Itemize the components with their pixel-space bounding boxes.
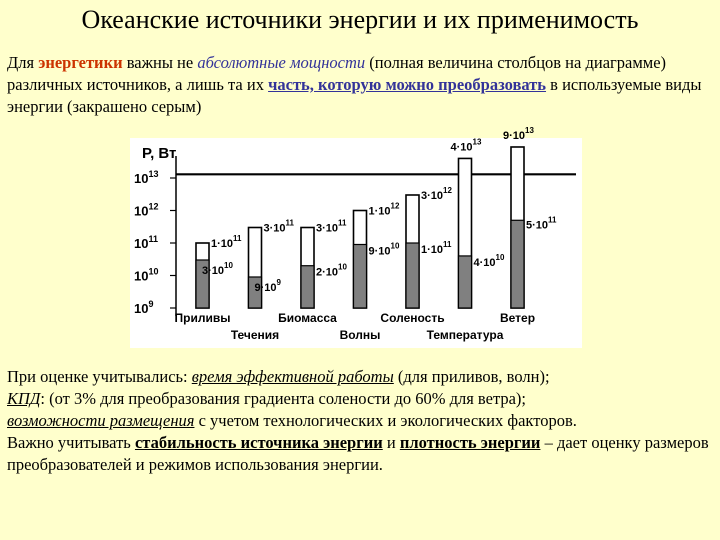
power-chart-svg xyxy=(130,125,582,348)
value-label-usable-exponent: 10 xyxy=(495,252,505,262)
y-tick-label: $10^{13}$ xyxy=(134,169,159,186)
bar-usable xyxy=(406,243,419,308)
value-label-usable: $3\cdot 10^{10}$ xyxy=(202,260,233,277)
y-tick-exponent: 10 xyxy=(148,266,159,277)
value-label-total: $3\cdot 10^{11}$ xyxy=(316,218,347,235)
y-tick-label: $10^{10}$ xyxy=(134,266,159,284)
value-label-total: $1\cdot 10^{11}$ xyxy=(211,234,242,250)
value-label-usable-exponent: 9 xyxy=(276,277,281,287)
category-label: Температура xyxy=(426,328,504,342)
value-label-total: $1\cdot 10^{12}$ xyxy=(368,201,400,218)
outro-text-4a: Важно учитывать xyxy=(7,433,135,452)
outro-paragraph xyxy=(7,366,713,476)
outro-line-4 xyxy=(7,432,713,476)
bar-usable xyxy=(301,266,314,308)
stability-term: стабильность источника энергии xyxy=(134,433,383,452)
value-label-total-exponent: 11 xyxy=(285,218,294,228)
outro-text-2b: : (от 3% для преобразования градиента солености до 60% для ветра); xyxy=(40,389,527,408)
category-label: Волны xyxy=(339,328,381,342)
category-label: Приливы xyxy=(174,311,231,325)
value-label-usable: $2\cdot 10^{10}$ xyxy=(316,262,347,279)
value-label-total-exponent: 12 xyxy=(390,201,400,211)
y-tick-exponent: 12 xyxy=(148,201,159,212)
absolute-power-term: абсолютные мощности xyxy=(197,53,366,72)
category-label: Соленость xyxy=(380,311,445,325)
value-label-usable-exponent: 10 xyxy=(338,262,347,272)
value-label-total-exponent: 11 xyxy=(338,218,347,228)
placement-term: возможности размещения xyxy=(7,411,195,430)
y-tick-exponent: 13 xyxy=(148,169,159,179)
value-label-usable: $9\cdot 10^{10}$ xyxy=(368,241,400,258)
value-label-total: $3\cdot 10^{11}$ xyxy=(263,218,294,235)
intro-text-4: в используемые виды энергии (закрашено серым) xyxy=(7,75,702,116)
value-label-usable: $4\cdot 10^{10}$ xyxy=(473,252,505,269)
bar-usable xyxy=(354,244,367,308)
value-label-total-exponent: 12 xyxy=(443,185,452,195)
outro-text-4b: и xyxy=(382,433,400,452)
value-label-usable-exponent: 11 xyxy=(443,240,452,249)
intro-text-1: Для xyxy=(7,53,39,72)
kpd-term: КПД xyxy=(7,389,41,408)
value-label-total: $9\cdot 10^{13}$ xyxy=(503,125,534,142)
outro-line-3 xyxy=(7,410,713,432)
y-tick-exponent: 9 xyxy=(148,299,154,309)
outro-text-1b: (для приливов, волн); xyxy=(393,367,550,386)
category-label: Течения xyxy=(230,328,280,342)
value-label-total: $4\cdot 10^{13}$ xyxy=(450,137,482,154)
value-label-usable-exponent: 10 xyxy=(224,260,233,270)
intro-text-2: важны не xyxy=(122,53,198,72)
bar-usable xyxy=(511,220,524,308)
outro-line-2 xyxy=(7,388,713,410)
category-label: Биомасса xyxy=(278,311,337,325)
value-label-total: $3\cdot 10^{12}$ xyxy=(421,185,452,202)
value-label-usable-exponent: 11 xyxy=(548,215,557,225)
outro-text-4c: – дает оценку размеров преобразователей и режимов использования энергии. xyxy=(7,433,709,474)
y-tick-exponent: 11 xyxy=(148,234,158,244)
value-label-total-exponent: 11 xyxy=(233,234,242,243)
y-tick-label: $10^{12}$ xyxy=(134,201,159,219)
intro-paragraph xyxy=(7,52,713,118)
power-chart xyxy=(130,125,582,348)
value-label-usable: $1\cdot 10^{11}$ xyxy=(421,240,452,256)
value-label-total-exponent: 13 xyxy=(472,137,482,147)
outro-text-1a: При оценке учитывались: xyxy=(7,367,192,386)
value-label-total-exponent: 13 xyxy=(525,125,534,135)
y-tick-label: $10^{11}$ xyxy=(134,234,158,251)
y-tick-label: $10^9$ xyxy=(134,299,154,316)
y-axis-label: P, Вт xyxy=(142,145,177,162)
work-time-term: время эффективной работы xyxy=(191,367,394,386)
page-title: Океанские источники энергии и их применимость xyxy=(81,5,639,34)
outro-line-1 xyxy=(7,366,713,388)
value-label-usable: $9\cdot 10^9$ xyxy=(254,277,281,294)
convertible-part-link[interactable]: часть, которую можно преобразовать xyxy=(268,75,547,94)
value-label-usable: $5\cdot 10^{11}$ xyxy=(526,215,557,232)
value-label-usable-exponent: 10 xyxy=(390,241,400,251)
outro-text-3b: с учетом технологических и экологических факторов. xyxy=(194,411,577,430)
intro-text-3: (полная величина столбцов на диаграмме) различных источников, а лишь та их xyxy=(7,53,667,94)
density-term: плотность энергии xyxy=(399,433,541,452)
category-label: Ветер xyxy=(499,311,536,325)
energetics-term: энергетики xyxy=(38,53,123,72)
bar-usable xyxy=(459,256,472,308)
